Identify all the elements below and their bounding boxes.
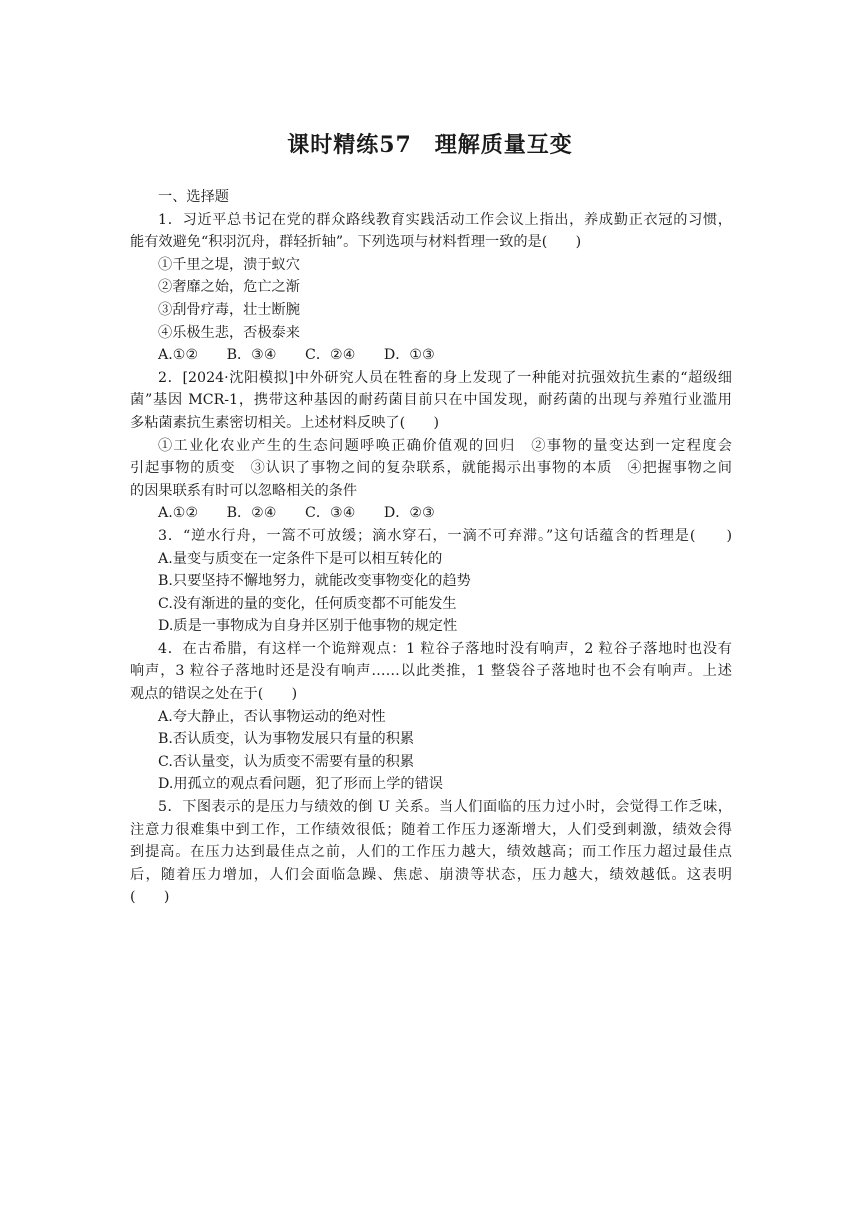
- answer-choices: A.①② B．③④ C．②④ D．①③: [158, 347, 435, 364]
- question-text-line: 4．在古希腊，有这样一个诡辩观点：1 粒谷子落地时没有响声，2 粒谷子落地时也没有: [158, 640, 732, 657]
- option-d: D.用孤立的观点看问题，犯了形而上学的错误: [158, 776, 443, 793]
- statement-item: ②奢靡之始，危亡之渐: [158, 279, 300, 296]
- option-c: C.没有渐进的量的变化，任何质变都不可能发生: [158, 595, 457, 612]
- option-c: C.否认量变，认为质变不需要有量的积累: [158, 753, 415, 770]
- question-text-line: 3．“逆水行舟，一篙不可放缓；滴水穿石，一滴不可弃滞。”这句话蕴含的哲理是( ): [158, 527, 732, 544]
- option-b: B.只要坚持不懈地努力，就能改变事物变化的趋势: [158, 573, 471, 590]
- statement-item: ①工业化农业产生的生态问题呼唤正确价值观的回归 ②事物的量变达到一定程度会: [158, 437, 732, 454]
- question-text-line: 5．下图表示的是压力与绩效的倒 U 关系。当人们面临的压力过小时，会觉得工作乏味，: [158, 799, 732, 816]
- option-a: A.量变与质变在一定条件下是可以相互转化的: [158, 550, 443, 567]
- statement-item: ①千里之堤，溃于蚁穴: [158, 256, 300, 273]
- statement-item: 的因果联系有时可以忽略相关的条件: [130, 482, 358, 499]
- question-list: [130, 186, 732, 909]
- option-b: B.否认质变，认为事物发展只有量的积累: [158, 731, 415, 748]
- question-text-line: 后，随着压力增加，人们会面临急躁、焦虑、崩溃等状态，压力越大，绩效越低。这表明: [130, 866, 732, 883]
- option-d: D.质是一事物成为自身并区别于他事物的规定性: [158, 618, 458, 635]
- question-2: [130, 367, 732, 525]
- statement-item: 引起事物的质变 ③认识了事物之间的复杂联系，就能揭示出事物的本质 ④把握事物之间: [130, 460, 732, 477]
- question-1: [130, 209, 732, 367]
- option-a: A.夸大静止，否认事物运动的绝对性: [158, 708, 386, 725]
- section-heading: 一、选择题: [158, 189, 229, 205]
- page-title: 课时精练57 理解质量互变: [287, 132, 573, 158]
- question-text-line: 响声，3 粒谷子落地时还是没有响声……以此类推，1 整袋谷子落地时也不会有响声。上述: [130, 663, 732, 680]
- question-text-line: 多粘菌素抗生素密切相关。上述材料反映了( ): [130, 414, 440, 431]
- question-4: [130, 638, 732, 796]
- question-text-line: 到提高。在压力达到最佳点之前，人们的工作压力越大，绩效越高；而工作压力超过最佳点: [130, 844, 732, 861]
- question-text-line: 菌”基因 MCR-1，携带这种基因的耐药菌目前只在中国发现，耐药菌的出现与养殖行业滥用: [130, 392, 732, 409]
- question-3: [130, 525, 732, 638]
- statement-item: ④乐极生悲，否极泰来: [158, 324, 300, 341]
- question-text-line: 观点的错误之处在于( ): [130, 686, 298, 703]
- question-text-line: 2．[2024·沈阳模拟]中外研究人员在牲畜的身上发现了一种能对抗强效抗生素的“超级细: [158, 369, 732, 386]
- question-text-line: 能有效避免“积羽沉舟，群轻折轴”。下列选项与材料哲理一致的是( ): [130, 234, 582, 251]
- question-text-line: 注意力很难集中到工作，工作绩效很低；随着工作压力逐渐增大，人们受到刺激，绩效会得: [130, 821, 732, 838]
- question-text-line: ( ): [130, 889, 170, 906]
- answer-choices: A.①② B．②④ C．③④ D．②③: [158, 505, 435, 522]
- question-text-line: 1．习近平总书记在党的群众路线教育实践活动工作会议上指出，养成勤正衣冠的习惯，: [158, 211, 732, 228]
- question-5: [130, 796, 732, 909]
- statement-item: ③刮骨疗毒，壮士断腕: [158, 301, 300, 318]
